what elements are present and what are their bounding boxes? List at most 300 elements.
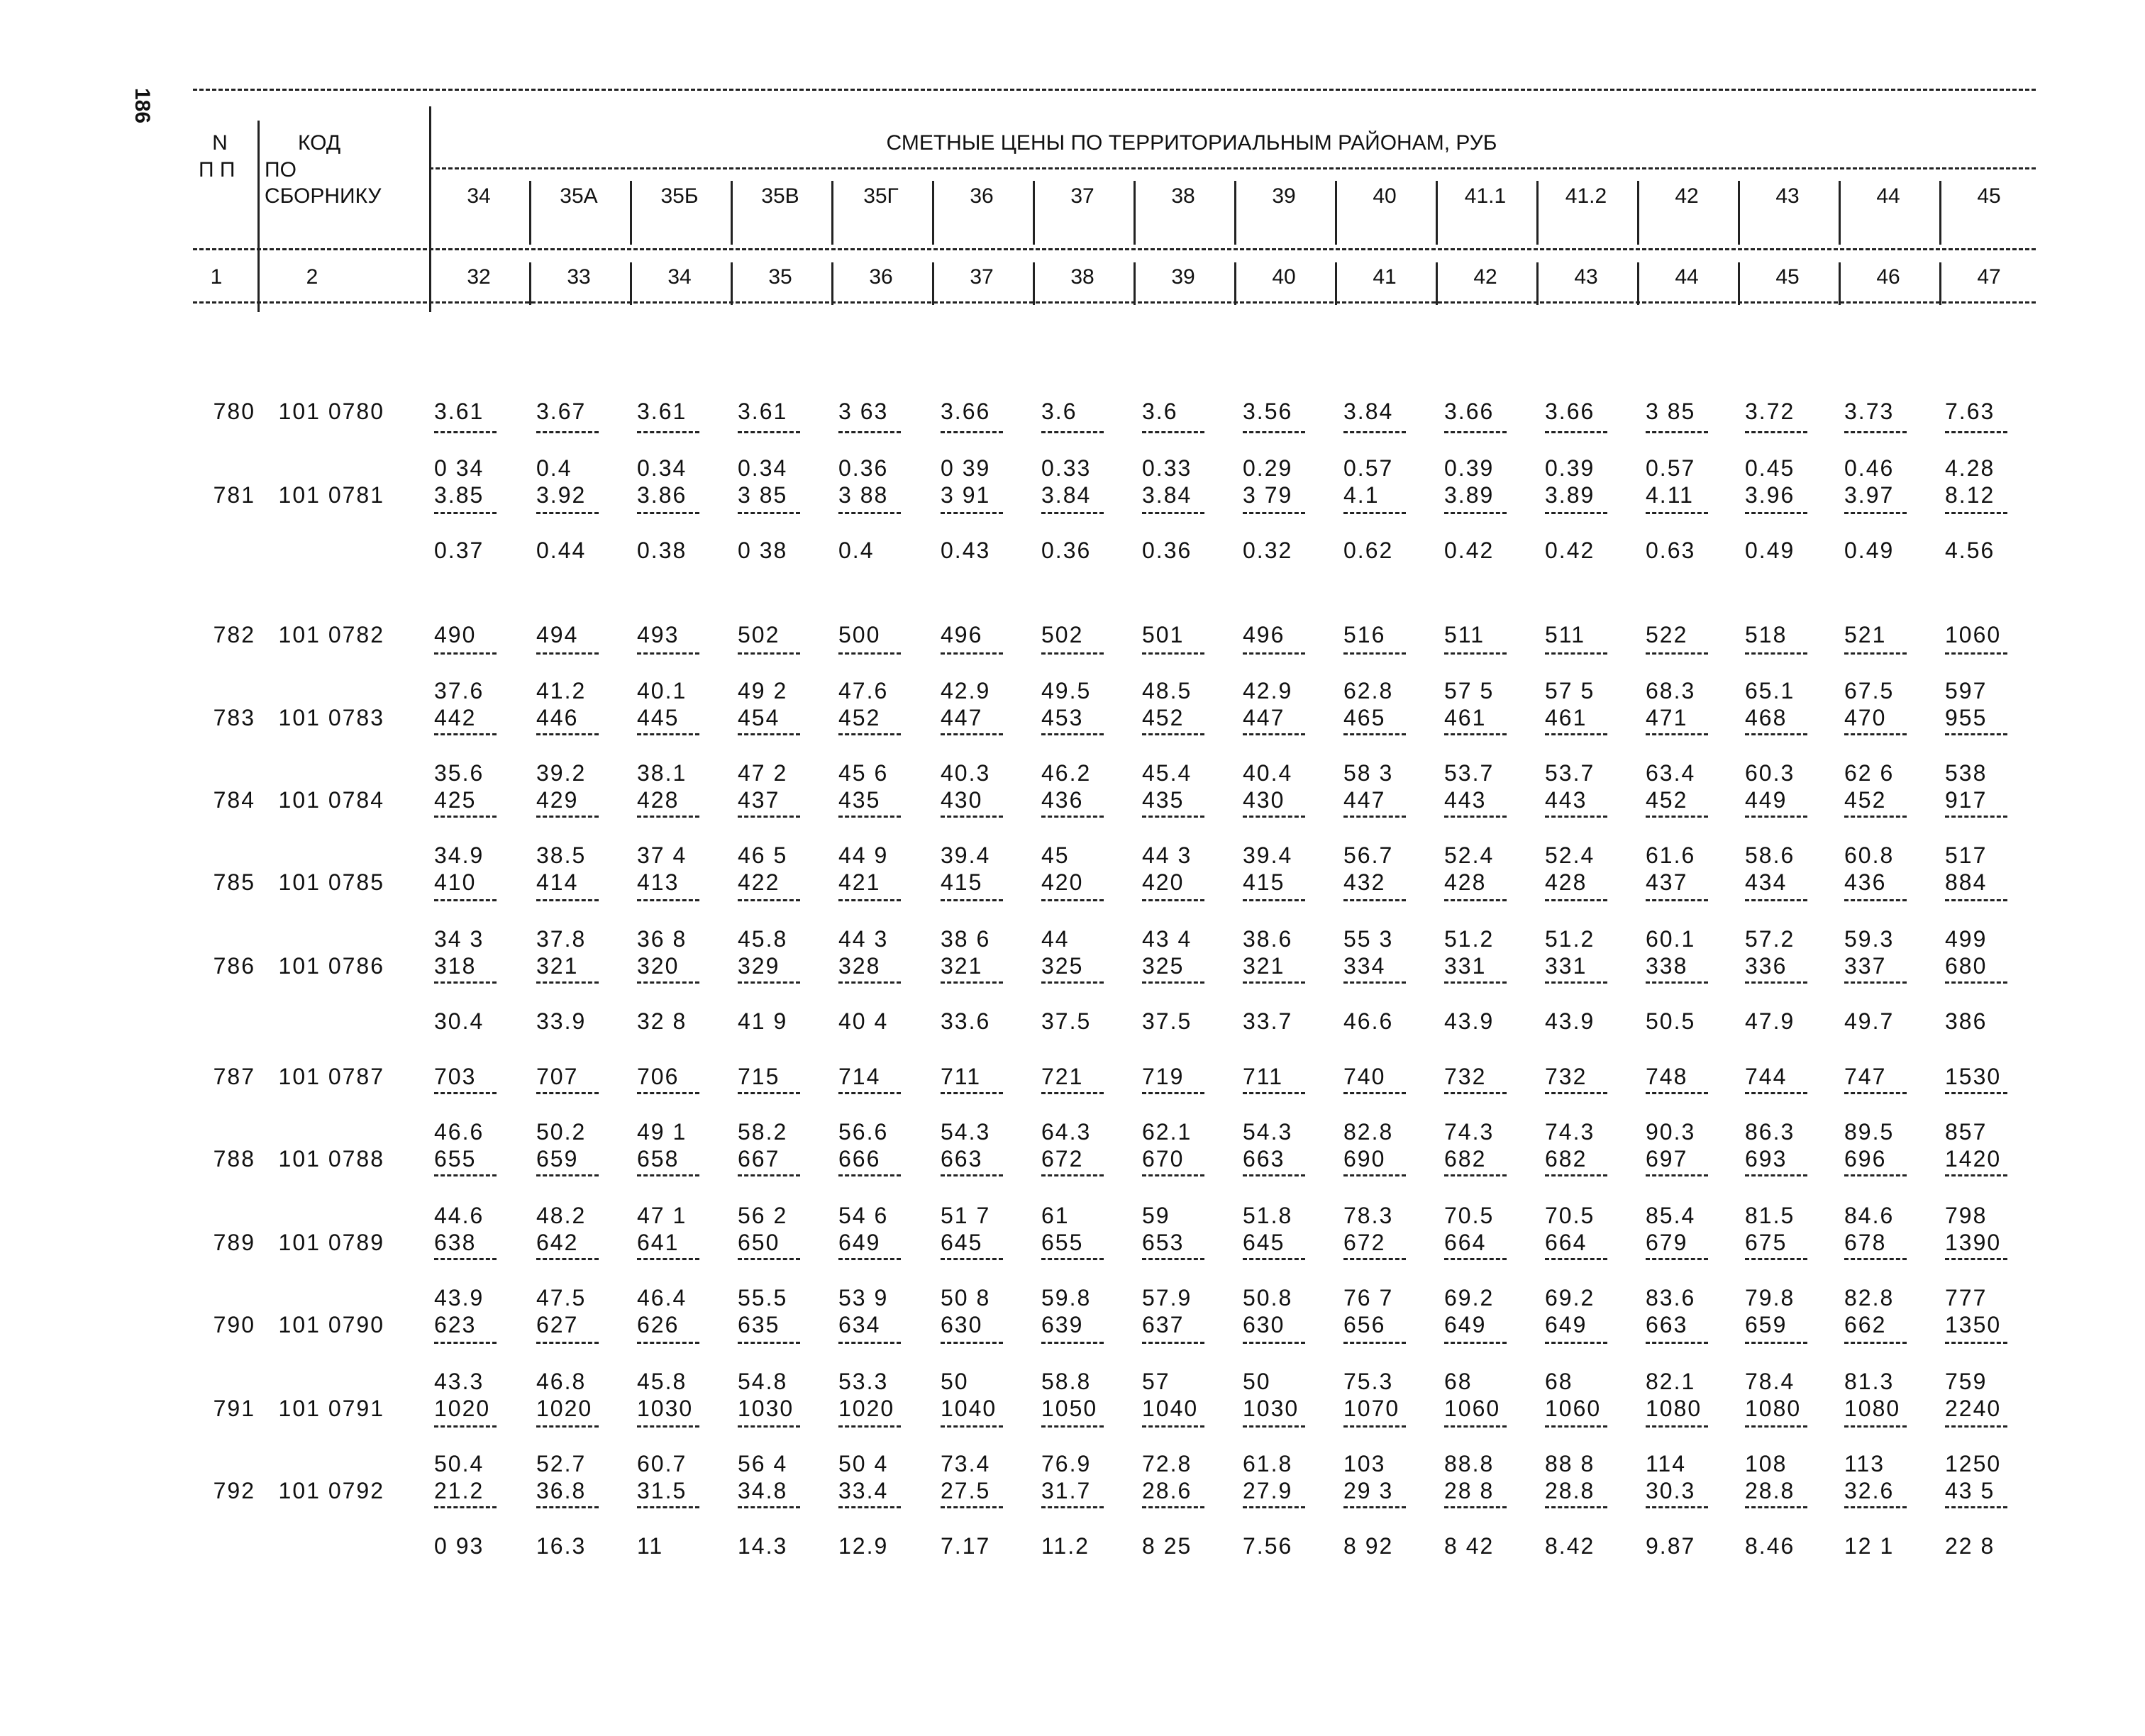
price-cell: 0.4 bbox=[536, 455, 572, 481]
price-cell: 517 bbox=[1945, 842, 1988, 868]
fraction-bar bbox=[738, 1258, 800, 1260]
price-cell: 3.72 bbox=[1745, 399, 1795, 424]
col-index: 1 bbox=[210, 265, 223, 289]
price-cell: 75.3 bbox=[1343, 1369, 1394, 1394]
fraction-bar bbox=[1945, 1092, 2007, 1094]
fraction-bar bbox=[738, 1174, 800, 1176]
price-cell: 432 bbox=[1343, 869, 1386, 895]
price-cell: 76.9 bbox=[1041, 1451, 1092, 1476]
price-cell: 664 bbox=[1545, 1230, 1587, 1255]
fraction-bar bbox=[637, 652, 699, 655]
fraction-bar bbox=[434, 431, 497, 433]
price-cell: 0.36 bbox=[838, 455, 889, 481]
fraction-bar bbox=[1745, 652, 1807, 655]
price-cell: 721 bbox=[1041, 1064, 1084, 1089]
price-cell: 0.39 bbox=[1444, 455, 1495, 481]
group-title: СМЕТНЫЕ ЦЕНЫ ПО ТЕРРИТОРИАЛЬНЫМ РАЙОНАМ, РУБ bbox=[886, 131, 1497, 155]
price-cell: 28.6 bbox=[1142, 1478, 1192, 1503]
price-cell: 33.7 bbox=[1243, 1008, 1293, 1034]
header-separator bbox=[1536, 262, 1539, 305]
fraction-bar bbox=[1646, 1425, 1708, 1428]
price-cell: 72.8 bbox=[1142, 1451, 1192, 1476]
price-cell: 40.4 bbox=[1243, 760, 1293, 786]
price-cell: 798 bbox=[1945, 1203, 1988, 1228]
fraction-bar bbox=[1243, 981, 1305, 984]
price-cell: 35.6 bbox=[434, 760, 484, 786]
fraction-bar bbox=[1343, 1506, 1406, 1508]
price-cell: 635 bbox=[738, 1312, 780, 1337]
header-separator bbox=[731, 181, 733, 245]
fraction-bar bbox=[434, 899, 497, 901]
price-cell: 64.3 bbox=[1041, 1119, 1092, 1145]
row-number: 789 bbox=[213, 1230, 255, 1255]
price-cell: 955 bbox=[1945, 705, 1988, 730]
price-cell: 1020 bbox=[838, 1396, 895, 1421]
fraction-bar bbox=[637, 1425, 699, 1428]
price-cell: 33.6 bbox=[941, 1008, 991, 1034]
price-cell: 777 bbox=[1945, 1285, 1988, 1311]
header-separator bbox=[630, 262, 632, 305]
price-cell: 45 6 bbox=[838, 760, 889, 786]
price-cell: 0.44 bbox=[536, 538, 587, 563]
price-cell: 0.34 bbox=[637, 455, 687, 481]
price-cell: 46.2 bbox=[1041, 760, 1092, 786]
price-cell: 0.57 bbox=[1646, 455, 1696, 481]
price-cell: 14.3 bbox=[738, 1533, 788, 1559]
district-header: 38 bbox=[1171, 184, 1195, 208]
price-cell: 656 bbox=[1343, 1312, 1386, 1337]
price-cell: 58.8 bbox=[1041, 1369, 1092, 1394]
price-cell: 57 5 bbox=[1444, 678, 1495, 703]
price-cell: 740 bbox=[1343, 1064, 1386, 1089]
price-cell: 3 85 bbox=[1646, 399, 1696, 424]
fraction-bar bbox=[1041, 652, 1104, 655]
price-cell: 1050 bbox=[1041, 1396, 1098, 1421]
col-index: 39 bbox=[1171, 265, 1195, 289]
price-cell: 0.4 bbox=[838, 538, 875, 563]
fraction-bar bbox=[941, 431, 1003, 433]
price-cell: 3.6 bbox=[1041, 399, 1077, 424]
price-cell: 0 34 bbox=[434, 455, 484, 481]
fraction-bar bbox=[1745, 1425, 1807, 1428]
fraction-bar bbox=[1142, 1174, 1204, 1176]
price-cell: 630 bbox=[941, 1312, 983, 1337]
price-cell: 79.8 bbox=[1745, 1285, 1795, 1311]
price-cell: 703 bbox=[434, 1064, 477, 1089]
price-cell: 46.8 bbox=[536, 1369, 587, 1394]
district-header: 35Г bbox=[863, 184, 899, 208]
fraction-bar bbox=[1041, 1258, 1104, 1260]
col-index: 34 bbox=[667, 265, 692, 289]
fraction-bar bbox=[1844, 431, 1907, 433]
price-cell: 60.3 bbox=[1745, 760, 1795, 786]
fraction-bar bbox=[738, 899, 800, 901]
fraction-bar bbox=[1545, 1174, 1607, 1176]
price-cell: 43.9 bbox=[1545, 1008, 1595, 1034]
price-cell: 672 bbox=[1041, 1146, 1084, 1172]
fraction-bar bbox=[941, 816, 1003, 818]
price-cell: 0 38 bbox=[738, 538, 788, 563]
row-code: 101 0790 bbox=[278, 1312, 384, 1337]
fraction-bar bbox=[1545, 512, 1607, 514]
header-separator bbox=[1134, 181, 1136, 245]
price-cell: 38.6 bbox=[1243, 926, 1293, 952]
price-cell: 1040 bbox=[941, 1396, 997, 1421]
price-cell: 670 bbox=[1142, 1146, 1185, 1172]
price-cell: 682 bbox=[1444, 1146, 1487, 1172]
fraction-bar bbox=[1444, 652, 1507, 655]
price-cell: 27.5 bbox=[941, 1478, 991, 1503]
header-group-rule bbox=[429, 167, 2036, 169]
header-separator bbox=[529, 262, 531, 305]
fraction-bar bbox=[434, 1506, 497, 1508]
price-cell: 51.2 bbox=[1545, 926, 1595, 952]
fraction-bar bbox=[1844, 899, 1907, 901]
col-code-label: ПО bbox=[265, 158, 296, 182]
fraction-bar bbox=[941, 899, 1003, 901]
fraction-bar bbox=[1142, 1425, 1204, 1428]
fraction-bar bbox=[536, 1506, 599, 1508]
header-separator bbox=[831, 181, 833, 245]
fraction-bar bbox=[637, 1342, 699, 1344]
row-code: 101 0791 bbox=[278, 1396, 384, 1421]
price-cell: 0.33 bbox=[1041, 455, 1092, 481]
fraction-bar bbox=[738, 981, 800, 984]
fraction-bar bbox=[738, 1092, 800, 1094]
price-cell: 449 bbox=[1745, 787, 1788, 813]
price-cell: 443 bbox=[1545, 787, 1587, 813]
price-cell: 3.89 bbox=[1444, 482, 1495, 508]
price-cell: 4.1 bbox=[1343, 482, 1380, 508]
header-separator bbox=[831, 262, 833, 305]
price-cell: 85.4 bbox=[1646, 1203, 1696, 1228]
fraction-bar bbox=[1646, 431, 1708, 433]
price-cell: 43.9 bbox=[1444, 1008, 1495, 1034]
price-cell: 3.61 bbox=[434, 399, 484, 424]
price-cell: 422 bbox=[738, 869, 780, 895]
fraction-bar bbox=[941, 1258, 1003, 1260]
price-cell: 59.8 bbox=[1041, 1285, 1092, 1311]
price-cell: 430 bbox=[941, 787, 983, 813]
fraction-bar bbox=[1243, 1425, 1305, 1428]
price-cell: 1390 bbox=[1945, 1230, 2002, 1255]
fraction-bar bbox=[1343, 652, 1406, 655]
price-cell: 82.8 bbox=[1844, 1285, 1895, 1311]
price-cell: 437 bbox=[1646, 869, 1688, 895]
price-cell: 44 9 bbox=[838, 842, 889, 868]
col-code-label: СБОРНИКУ bbox=[265, 184, 382, 208]
price-cell: 430 bbox=[1243, 787, 1285, 813]
fraction-bar bbox=[1142, 1258, 1204, 1260]
price-cell: 493 bbox=[637, 622, 680, 647]
col-index: 45 bbox=[1775, 265, 1800, 289]
price-cell: 0.36 bbox=[1142, 538, 1192, 563]
price-cell: 1020 bbox=[434, 1396, 491, 1421]
fraction-bar bbox=[1142, 816, 1204, 818]
fraction-bar bbox=[1343, 431, 1406, 433]
price-cell: 3 63 bbox=[838, 399, 889, 424]
price-cell: 76 7 bbox=[1343, 1285, 1394, 1311]
price-cell: 68 bbox=[1545, 1369, 1573, 1394]
price-cell: 54.8 bbox=[738, 1369, 788, 1394]
price-cell: 38 6 bbox=[941, 926, 991, 952]
price-cell: 1040 bbox=[1142, 1396, 1199, 1421]
fraction-bar bbox=[1142, 431, 1204, 433]
fraction-bar bbox=[536, 816, 599, 818]
fraction-bar bbox=[941, 1506, 1003, 1508]
fraction-bar bbox=[838, 652, 901, 655]
price-cell: 103 bbox=[1343, 1451, 1386, 1476]
price-cell: 8 25 bbox=[1142, 1533, 1192, 1559]
fraction-bar bbox=[838, 431, 901, 433]
price-cell: 3.97 bbox=[1844, 482, 1895, 508]
price-cell: 58.2 bbox=[738, 1119, 788, 1145]
price-cell: 70.5 bbox=[1545, 1203, 1595, 1228]
price-cell: 16.3 bbox=[536, 1533, 587, 1559]
fraction-bar bbox=[637, 816, 699, 818]
fraction-bar bbox=[1142, 733, 1204, 735]
price-cell: 597 bbox=[1945, 678, 1988, 703]
fraction-bar bbox=[1142, 512, 1204, 514]
header-separator bbox=[1637, 262, 1639, 305]
col-index: 2 bbox=[306, 265, 318, 289]
price-cell: 453 bbox=[1041, 705, 1084, 730]
price-cell: 8.46 bbox=[1745, 1533, 1795, 1559]
price-cell: 461 bbox=[1545, 705, 1587, 730]
price-cell: 659 bbox=[1745, 1312, 1788, 1337]
price-cell: 61.8 bbox=[1243, 1451, 1293, 1476]
price-cell: 639 bbox=[1041, 1312, 1084, 1337]
price-cell: 645 bbox=[941, 1230, 983, 1255]
fraction-bar bbox=[1444, 981, 1507, 984]
price-cell: 747 bbox=[1844, 1064, 1887, 1089]
price-cell: 638 bbox=[434, 1230, 477, 1255]
fraction-bar bbox=[1545, 899, 1607, 901]
fraction-bar bbox=[1745, 1092, 1807, 1094]
col-code-label: КОД bbox=[298, 131, 341, 155]
price-cell: 425 bbox=[434, 787, 477, 813]
price-cell: 445 bbox=[637, 705, 680, 730]
price-cell: 56.6 bbox=[838, 1119, 889, 1145]
district-header: 39 bbox=[1272, 184, 1296, 208]
price-cell: 522 bbox=[1646, 622, 1688, 647]
fraction-bar bbox=[1444, 1174, 1507, 1176]
fraction-bar bbox=[1343, 981, 1406, 984]
fraction-bar bbox=[1745, 1174, 1807, 1176]
price-cell: 338 bbox=[1646, 953, 1688, 979]
price-cell: 421 bbox=[838, 869, 881, 895]
price-cell: 70.5 bbox=[1444, 1203, 1495, 1228]
fraction-bar bbox=[536, 652, 599, 655]
price-cell: 51 7 bbox=[941, 1203, 991, 1228]
price-cell: 12 1 bbox=[1844, 1533, 1895, 1559]
col-index: 36 bbox=[869, 265, 893, 289]
price-cell: 707 bbox=[536, 1064, 579, 1089]
fraction-bar bbox=[1945, 899, 2007, 901]
price-cell: 3 91 bbox=[941, 482, 991, 508]
price-cell: 649 bbox=[838, 1230, 881, 1255]
price-cell: 53.7 bbox=[1545, 760, 1595, 786]
row-number: 781 bbox=[213, 482, 255, 508]
fraction-bar bbox=[1545, 1425, 1607, 1428]
price-cell: 465 bbox=[1343, 705, 1386, 730]
fraction-bar bbox=[1545, 816, 1607, 818]
price-cell: 38.1 bbox=[637, 760, 687, 786]
price-cell: 51.8 bbox=[1243, 1203, 1293, 1228]
price-cell: 28.8 bbox=[1745, 1478, 1795, 1503]
price-cell: 732 bbox=[1444, 1064, 1487, 1089]
fraction-bar bbox=[536, 1342, 599, 1344]
fraction-bar bbox=[1243, 652, 1305, 655]
row-number: 780 bbox=[213, 399, 255, 424]
fraction-bar bbox=[1142, 1092, 1204, 1094]
price-cell: 62.8 bbox=[1343, 678, 1394, 703]
price-cell: 538 bbox=[1945, 760, 1988, 786]
fraction-bar bbox=[738, 512, 800, 514]
header-separator bbox=[1939, 262, 1941, 305]
fraction-bar bbox=[1444, 733, 1507, 735]
row-number: 788 bbox=[213, 1146, 255, 1172]
fraction-bar bbox=[1142, 652, 1204, 655]
fraction-bar bbox=[941, 981, 1003, 984]
price-cell: 3.73 bbox=[1844, 399, 1895, 424]
fraction-bar bbox=[637, 1258, 699, 1260]
fraction-bar bbox=[1343, 1425, 1406, 1428]
fraction-bar bbox=[1945, 1174, 2007, 1176]
fraction-bar bbox=[1041, 1425, 1104, 1428]
price-cell: 0.45 bbox=[1745, 455, 1795, 481]
fraction-bar bbox=[1844, 512, 1907, 514]
price-cell: 442 bbox=[434, 705, 477, 730]
price-cell: 3.86 bbox=[637, 482, 687, 508]
price-cell: 65.1 bbox=[1745, 678, 1795, 703]
header-separator bbox=[1839, 262, 1841, 305]
fraction-bar bbox=[536, 981, 599, 984]
price-cell: 682 bbox=[1545, 1146, 1587, 1172]
price-cell: 44 3 bbox=[838, 926, 889, 952]
price-cell: 664 bbox=[1444, 1230, 1487, 1255]
fraction-bar bbox=[738, 652, 800, 655]
price-cell: 52.4 bbox=[1545, 842, 1595, 868]
price-cell: 81.5 bbox=[1745, 1203, 1795, 1228]
price-cell: 63.4 bbox=[1646, 760, 1696, 786]
price-cell: 37.5 bbox=[1041, 1008, 1092, 1034]
price-cell: 336 bbox=[1745, 953, 1788, 979]
fraction-bar bbox=[1844, 733, 1907, 735]
price-cell: 12.9 bbox=[838, 1533, 889, 1559]
price-cell: 58 3 bbox=[1343, 760, 1394, 786]
price-cell: 675 bbox=[1745, 1230, 1788, 1255]
fraction-bar bbox=[1646, 733, 1708, 735]
fraction-bar bbox=[1545, 1258, 1607, 1260]
price-cell: 22 8 bbox=[1945, 1533, 1995, 1559]
price-cell: 50 8 bbox=[941, 1285, 991, 1311]
header-separator bbox=[1234, 262, 1236, 305]
fraction-bar bbox=[1646, 1092, 1708, 1094]
price-cell: 325 bbox=[1041, 953, 1084, 979]
fraction-bar bbox=[637, 431, 699, 433]
fraction-bar bbox=[941, 1174, 1003, 1176]
price-cell: 0.32 bbox=[1243, 538, 1293, 563]
price-cell: 45.8 bbox=[738, 926, 788, 952]
price-cell: 645 bbox=[1243, 1230, 1285, 1255]
row-number: 783 bbox=[213, 705, 255, 730]
fraction-bar bbox=[1745, 733, 1807, 735]
price-cell: 55 3 bbox=[1343, 926, 1394, 952]
price-cell: 410 bbox=[434, 869, 477, 895]
fraction-bar bbox=[738, 816, 800, 818]
price-cell: 47.5 bbox=[536, 1285, 587, 1311]
price-cell: 0.43 bbox=[941, 538, 991, 563]
fraction-bar bbox=[1444, 1092, 1507, 1094]
price-cell: 56 2 bbox=[738, 1203, 788, 1228]
price-cell: 37.5 bbox=[1142, 1008, 1192, 1034]
price-cell: 45.8 bbox=[637, 1369, 687, 1394]
price-cell: 518 bbox=[1745, 622, 1788, 647]
price-cell: 502 bbox=[738, 622, 780, 647]
col-index: 37 bbox=[970, 265, 994, 289]
fraction-bar bbox=[1646, 1342, 1708, 1344]
header-top-rule bbox=[193, 89, 2036, 91]
fraction-bar bbox=[1844, 1258, 1907, 1260]
fraction-bar bbox=[536, 1174, 599, 1176]
fraction-bar bbox=[1041, 981, 1104, 984]
fraction-bar bbox=[1844, 1092, 1907, 1094]
price-cell: 437 bbox=[738, 787, 780, 813]
price-cell: 27.9 bbox=[1243, 1478, 1293, 1503]
fraction-bar bbox=[434, 1092, 497, 1094]
price-cell: 511 bbox=[1545, 622, 1586, 647]
price-cell: 1060 bbox=[1444, 1396, 1501, 1421]
price-cell: 3.89 bbox=[1545, 482, 1595, 508]
fraction-bar bbox=[1343, 1258, 1406, 1260]
price-cell: 44 bbox=[1041, 926, 1070, 952]
price-cell: 61.6 bbox=[1646, 842, 1696, 868]
fraction-bar bbox=[1343, 1342, 1406, 1344]
price-cell: 452 bbox=[838, 705, 881, 730]
fraction-bar bbox=[1142, 981, 1204, 984]
fraction-bar bbox=[1844, 1425, 1907, 1428]
fraction-bar bbox=[738, 1425, 800, 1428]
price-cell: 719 bbox=[1142, 1064, 1185, 1089]
district-header: 35В bbox=[761, 184, 799, 208]
fraction-bar bbox=[637, 733, 699, 735]
price-cell: 331 bbox=[1444, 953, 1487, 979]
price-cell: 34.9 bbox=[434, 842, 484, 868]
fraction-bar bbox=[1041, 733, 1104, 735]
fraction-bar bbox=[1243, 512, 1305, 514]
fraction-bar bbox=[1945, 652, 2007, 655]
price-cell: 41 9 bbox=[738, 1008, 788, 1034]
row-code: 101 0789 bbox=[278, 1230, 384, 1255]
fraction-bar bbox=[1444, 431, 1507, 433]
price-cell: 60.1 bbox=[1646, 926, 1696, 952]
header-separator bbox=[1738, 262, 1740, 305]
fraction-bar bbox=[1343, 733, 1406, 735]
price-cell: 44.6 bbox=[434, 1203, 484, 1228]
col-index: 42 bbox=[1473, 265, 1497, 289]
price-cell: 74.3 bbox=[1545, 1119, 1595, 1145]
price-cell: 58.6 bbox=[1745, 842, 1795, 868]
price-cell: 434 bbox=[1745, 869, 1788, 895]
price-cell: 386 bbox=[1945, 1008, 1988, 1034]
fraction-bar bbox=[1243, 1342, 1305, 1344]
fraction-bar bbox=[838, 733, 901, 735]
price-cell: 108 bbox=[1745, 1451, 1788, 1476]
price-cell: 1080 bbox=[1844, 1396, 1901, 1421]
fraction-bar bbox=[637, 1506, 699, 1508]
fraction-bar bbox=[1243, 1174, 1305, 1176]
